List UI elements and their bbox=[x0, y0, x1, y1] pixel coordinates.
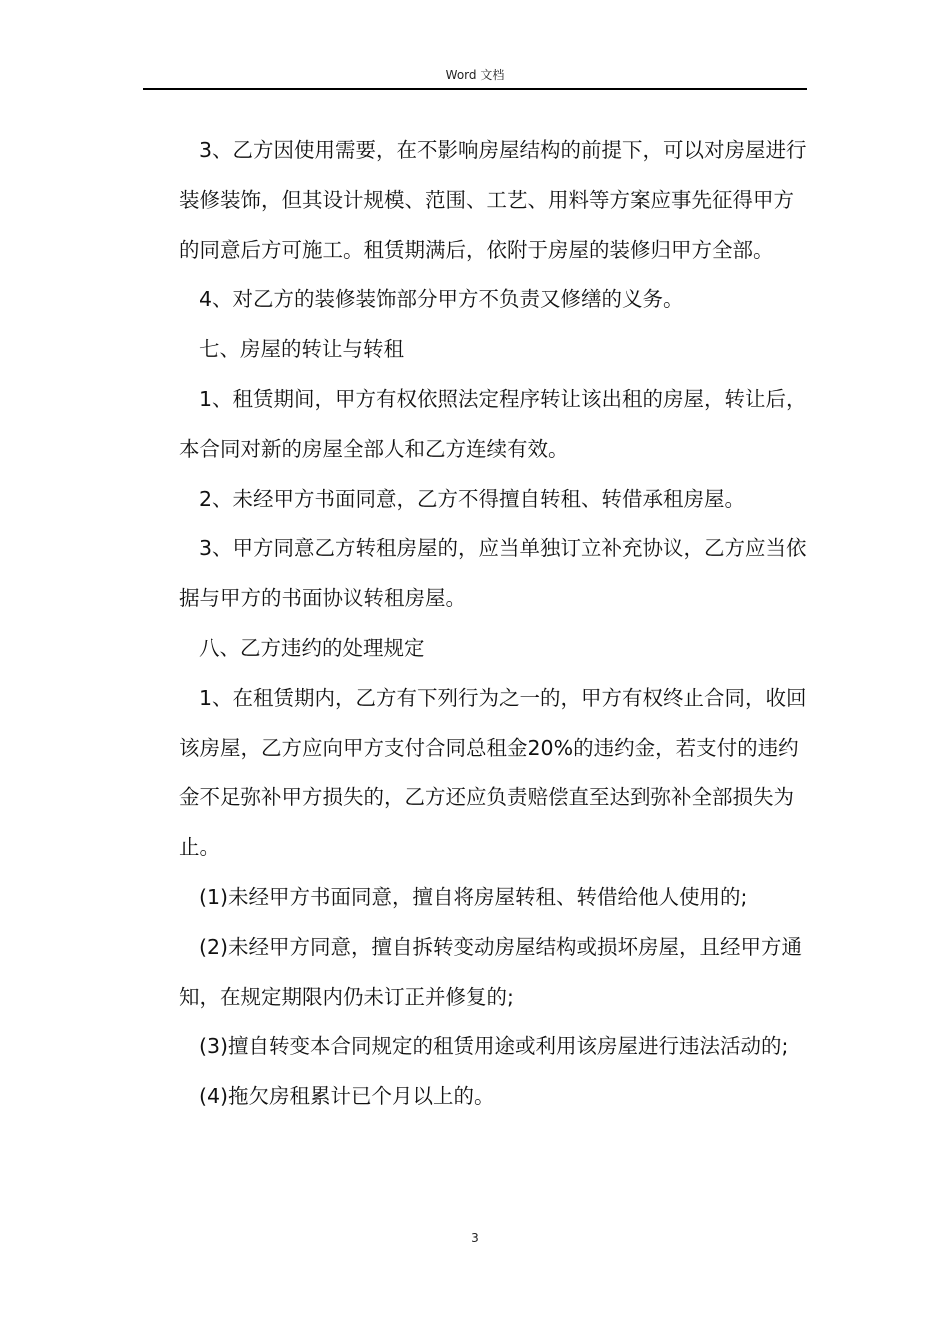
document-body bbox=[179, 126, 807, 1122]
page-header bbox=[143, 66, 807, 90]
paragraph-clause-2-sublease: 2、未经甲方书面同意，乙方不得擅自转租、转借承租房屋。 bbox=[199, 486, 746, 511]
page-footer bbox=[0, 1230, 950, 1246]
paragraph-clause-4-repair: 4、对乙方的装修装饰部分甲方不负责又修缮的义务。 bbox=[199, 287, 684, 312]
list-item-breach-4: (4)拖欠房租累计已个月以上的。 bbox=[199, 1084, 495, 1109]
list-item-breach-3: (3)擅自转变本合同规定的租赁用途或利用该房屋进行违法活动的; bbox=[199, 1034, 789, 1059]
list-item-breach-1: (1)未经甲方书面同意，擅自将房屋转租、转借给他人使用的; bbox=[199, 884, 748, 909]
paragraph-clause-1-breach: 1、在租赁期内，乙方有下列行为之一的，甲方有权终止合同，收回该房屋，乙方应向甲方支付合同总租金20%的违约金，若支付的违约金不足弥补甲方损失的，乙方还应负责赔偿直至达到弥补全部损失为止。 bbox=[179, 685, 807, 860]
header-title: Word 文档 bbox=[445, 68, 505, 82]
page-number: 3 bbox=[471, 1231, 479, 1245]
list-item-breach-2: (2)未经甲方同意，擅自拆转变动房屋结构或损坏房屋，且经甲方通知，在规定期限内仍未订正并修复的; bbox=[179, 934, 803, 1009]
paragraph-clause-3-sublease-agreement: 3、甲方同意乙方转租房屋的，应当单独订立补充协议，乙方应当依据与甲方的书面协议转租房屋。 bbox=[179, 536, 807, 611]
paragraph-clause-3-renovation: 3、乙方因使用需要，在不影响房屋结构的前提下，可以对房屋进行装修装饰，但其设计规模、范围、工艺、用料等方案应事先征得甲方的同意后方可施工。租赁期满后，依附于房屋的装修归甲方全部。 bbox=[179, 138, 807, 262]
section-heading-7: 七、房屋的转让与转租 bbox=[199, 337, 404, 362]
paragraph-clause-1-transfer: 1、租赁期间，甲方有权依照法定程序转让该出租的房屋，转让后，本合同对新的房屋全部人和乙方连续有效。 bbox=[179, 386, 807, 461]
section-heading-8: 八、乙方违约的处理规定 bbox=[199, 635, 425, 660]
